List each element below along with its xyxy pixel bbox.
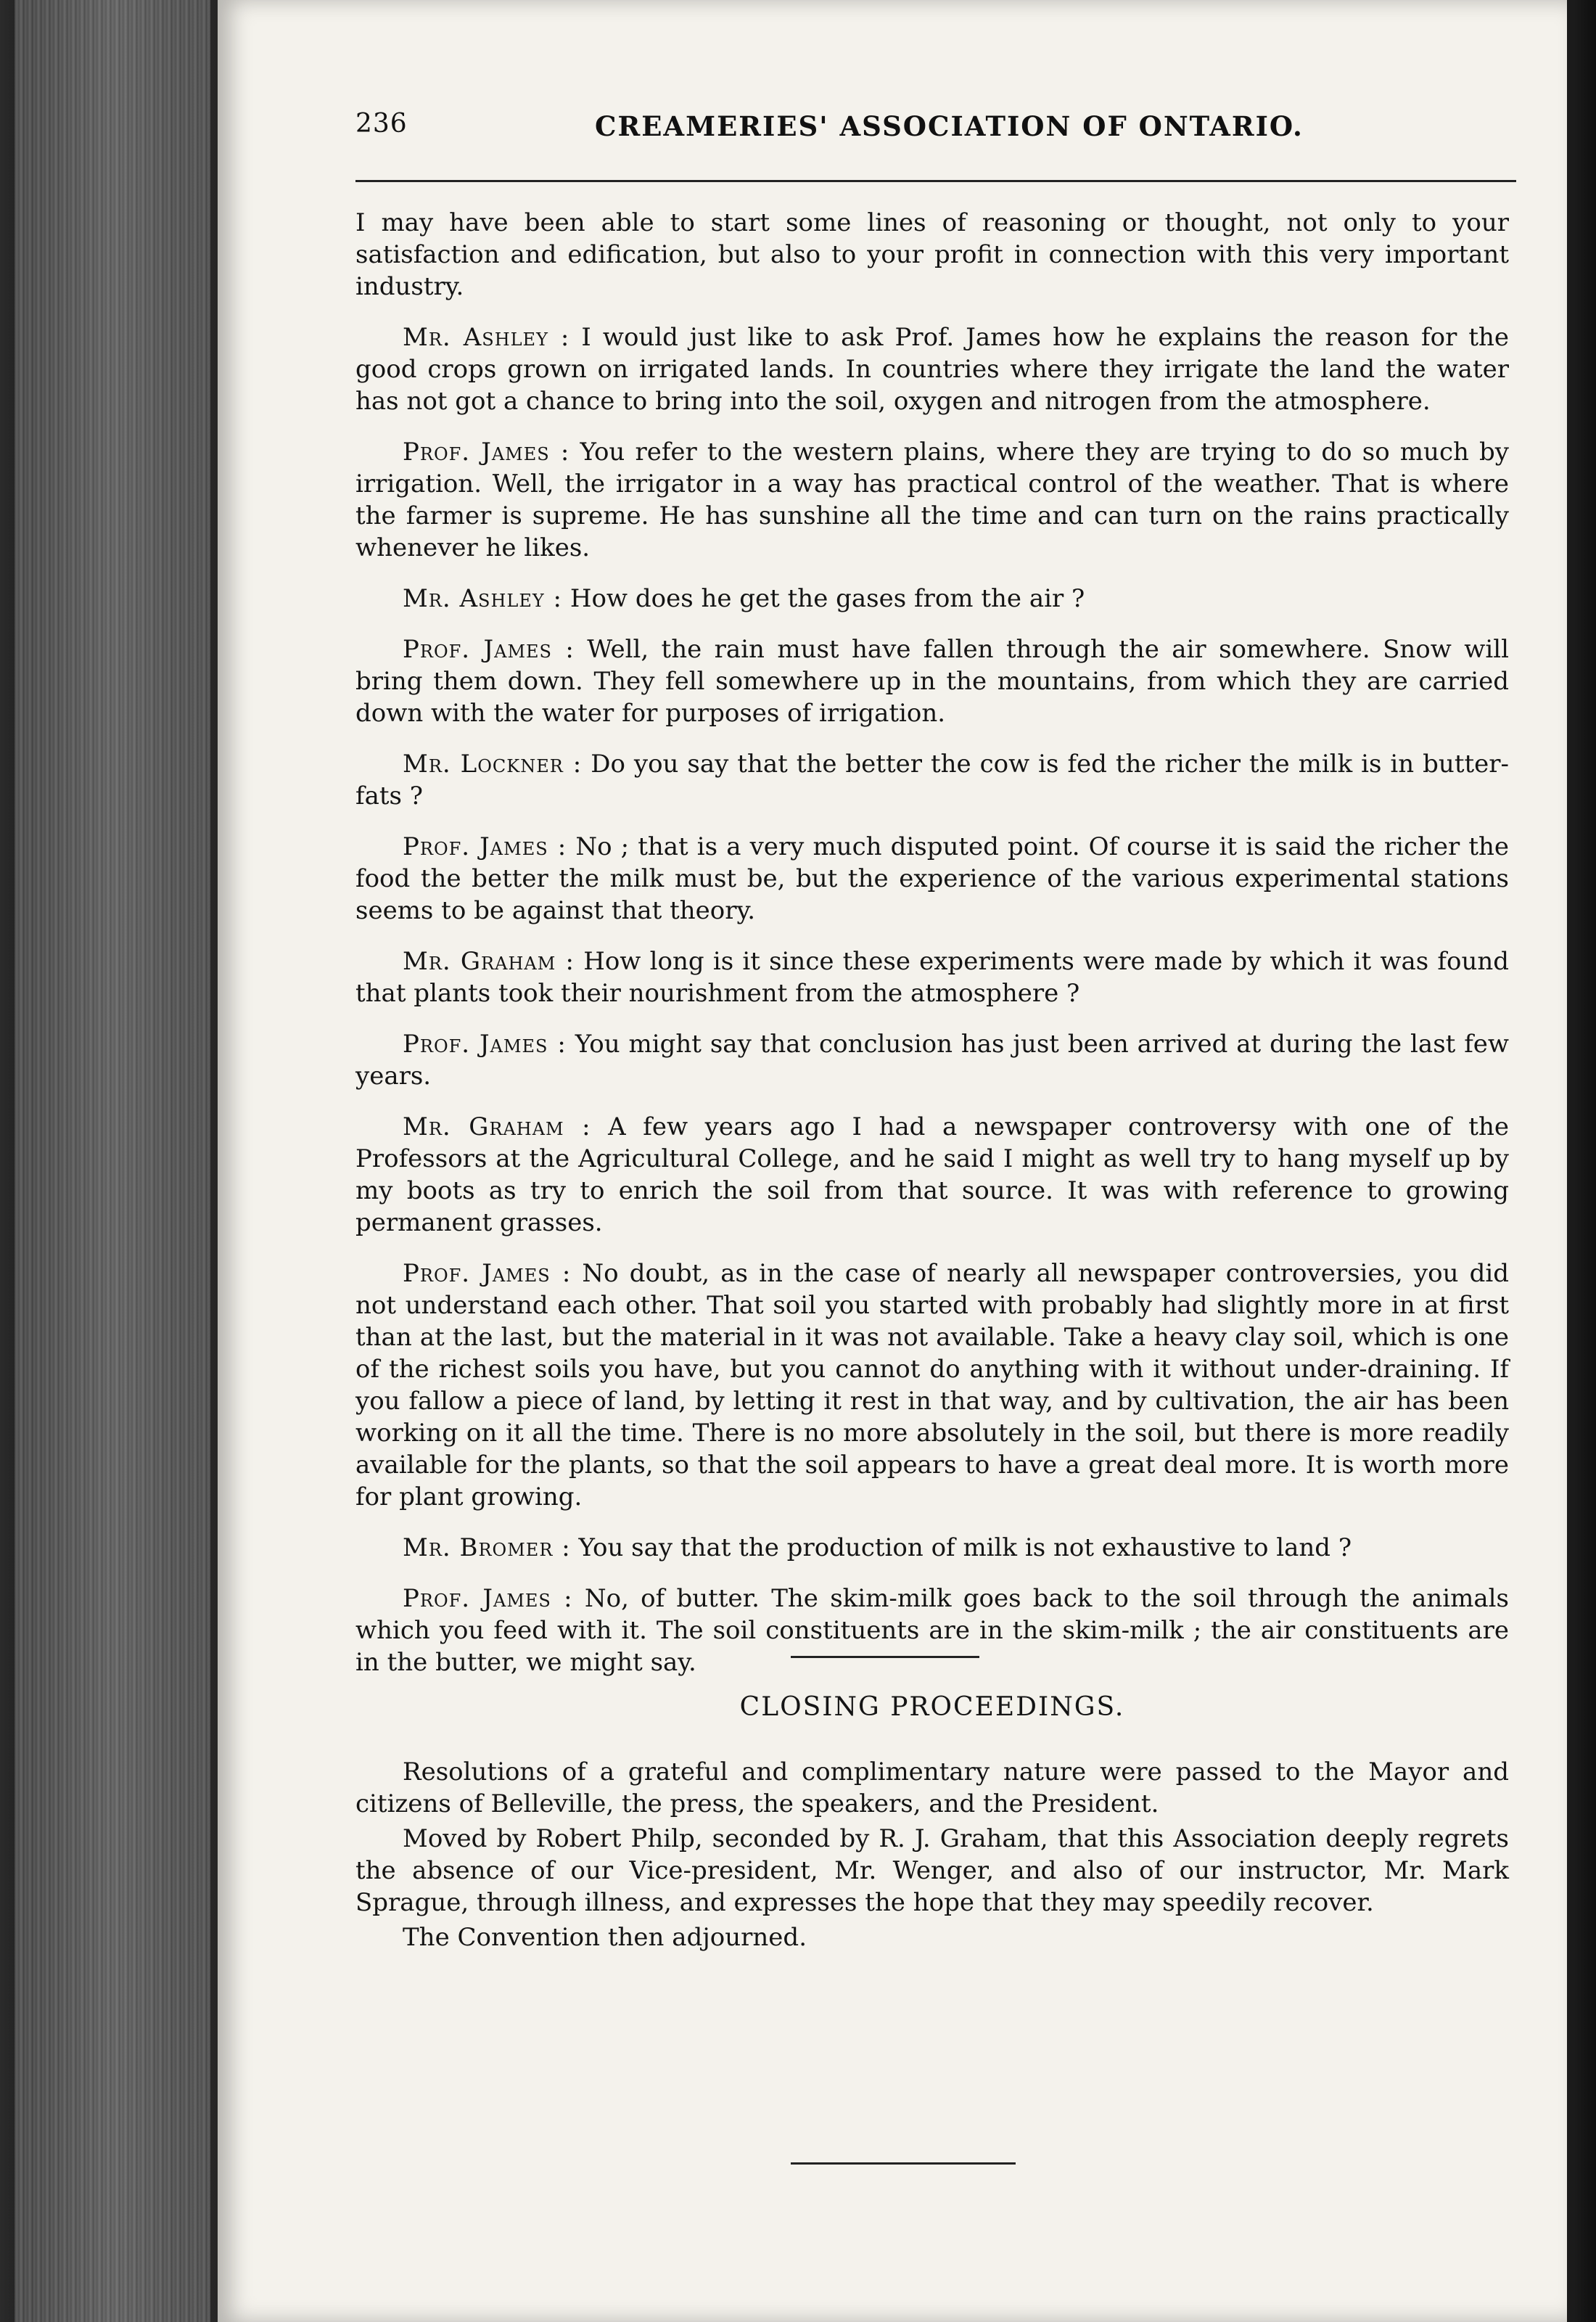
paragraph-text: I may have been able to start some lines of reasoning or thought, not only to your satisfaction and edification, but also to your profit in connection with this very important industry.	[355, 208, 1509, 301]
paragraph-text: Well, the rain must have fallen through the air somewhere. Snow will bring them down. They fell somewhere up in the mountains, from which they are carried down with the water for purposes of irrigation.	[355, 635, 1509, 728]
paragraph-text: How does he get the gases from the air ?	[569, 584, 1085, 613]
speaker-name: Mr. Ashley :	[403, 323, 570, 352]
end-rule	[791, 2162, 1016, 2165]
paragraph-text: How long is it since these experiments were made by which it was found that plants took their nourishment from the atmosphere ?	[355, 947, 1510, 1008]
running-head	[355, 109, 1502, 152]
closing-paragraph: Moved by Robert Philp, seconded by R. J. Graham, that this Association deeply regrets the absence of our Vice-president, Mr. Wenger, and also of our instructor, Mr. Mark Sprague, through illness, and expresses the hope that they may speedily recover.	[355, 1824, 1509, 1917]
paragraph-text: You refer to the western plains, where they are trying to do so much by irrigation. Well, the irrigator in a way has practical control of the weather. That is where the farmer is supreme. He has sunshine all the time and can turn on the rains practically whenever he likes.	[355, 438, 1509, 562]
section-divider-rule	[791, 1656, 979, 1658]
closing-proceedings-text	[355, 1756, 1509, 1956]
paragraph-text: Do you say that the better the cow is fed the richer the milk is in butter-fats ?	[355, 750, 1510, 811]
paragraph	[355, 1258, 1509, 1513]
paragraph	[355, 436, 1509, 564]
speaker-name: Mr. Lockner :	[403, 750, 583, 779]
discussion-text	[355, 207, 1509, 1697]
book-page	[218, 0, 1567, 2322]
paragraph-text: I would just like to ask Prof. James how he explains the reason for the good crops grown on irrigated lands. In countries where they irrigate the land the water has not got a chance to bring into the soil, oxygen and nitrogen from the atmosphere.	[355, 323, 1510, 416]
paragraph	[355, 1583, 1509, 1678]
paragraph	[355, 748, 1509, 812]
section-title: CLOSING PROCEEDINGS.	[739, 1692, 1125, 1722]
speaker-name: Prof. James :	[403, 635, 575, 664]
journal-title: CREAMERIES' ASSOCIATION OF ONTARIO.	[595, 110, 1304, 142]
paragraph	[355, 1111, 1509, 1239]
paragraph-text: You might say that conclusion has just been arrived at during the last few years.	[355, 1030, 1510, 1091]
speaker-name: Prof. James :	[403, 1584, 573, 1613]
closing-paragraph: The Convention then adjourned.	[403, 1923, 807, 1952]
paragraph	[355, 831, 1509, 927]
paragraph	[355, 633, 1509, 729]
speaker-name: Prof. James :	[403, 1030, 567, 1059]
paragraph	[355, 207, 1509, 303]
paragraph-text: No, of butter. The skim-milk goes back to the soil through the animals which you feed with it. The soil constituents are in the skim-milk ; the air constituents are in the butter, we might say.	[355, 1584, 1509, 1677]
paragraph-text: You say that the production of milk is not exhaustive to land ?	[578, 1533, 1352, 1562]
paragraph	[355, 321, 1509, 417]
paragraph	[355, 1532, 1509, 1564]
page-number: 236	[355, 109, 408, 139]
closing-paragraph: Resolutions of a grateful and complimentary nature were passed to the Mayor and citizens of Belleville, the press, the speakers, and the President.	[355, 1757, 1509, 1818]
paragraph-text: No doubt, as in the case of nearly all newspaper controversies, you did not understand each other. That soil you started with probably had slightly more in at first than at the last, but the material in it was not available. Take a heavy clay soil, which is one of the richest soils you have, but you cannot do anything with it without under-draining. If you fallow a piece of land, by letting it rest in that way, and by cultivation, the air has been working on it all the time. There is no more absolutely in the soil, but there is more readily available for the plants, so that the soil appears to have a great deal more. It is worth more for plant growing.	[355, 1259, 1509, 1511]
speaker-name: Mr. Bromer :	[403, 1533, 571, 1562]
speaker-name: Prof. James :	[403, 1259, 572, 1288]
speaker-name: Mr. Graham :	[403, 1112, 591, 1141]
speaker-name: Prof. James :	[403, 438, 570, 467]
paragraph	[355, 583, 1509, 615]
paragraph-text: A few years ago I had a newspaper controversy with one of the Professors at the Agricultural College, and he said I might as well try to hang myself up by my boots as try to enrich the soil from that source. It was with reference to growing permanent grasses.	[355, 1112, 1509, 1237]
header-rule	[355, 180, 1516, 182]
speaker-name: Mr. Ashley :	[403, 584, 562, 613]
speaker-name: Mr. Graham :	[403, 947, 575, 976]
speaker-name: Prof. James :	[403, 832, 567, 861]
paragraph-text: No ; that is a very much disputed point. Of course it is said the richer the food the better the milk must be, but the experience of the various experimental stations seems to be against that theory.	[355, 832, 1509, 925]
paragraph	[355, 1028, 1509, 1092]
paragraph	[355, 945, 1509, 1009]
book-page-edges	[15, 0, 210, 2322]
